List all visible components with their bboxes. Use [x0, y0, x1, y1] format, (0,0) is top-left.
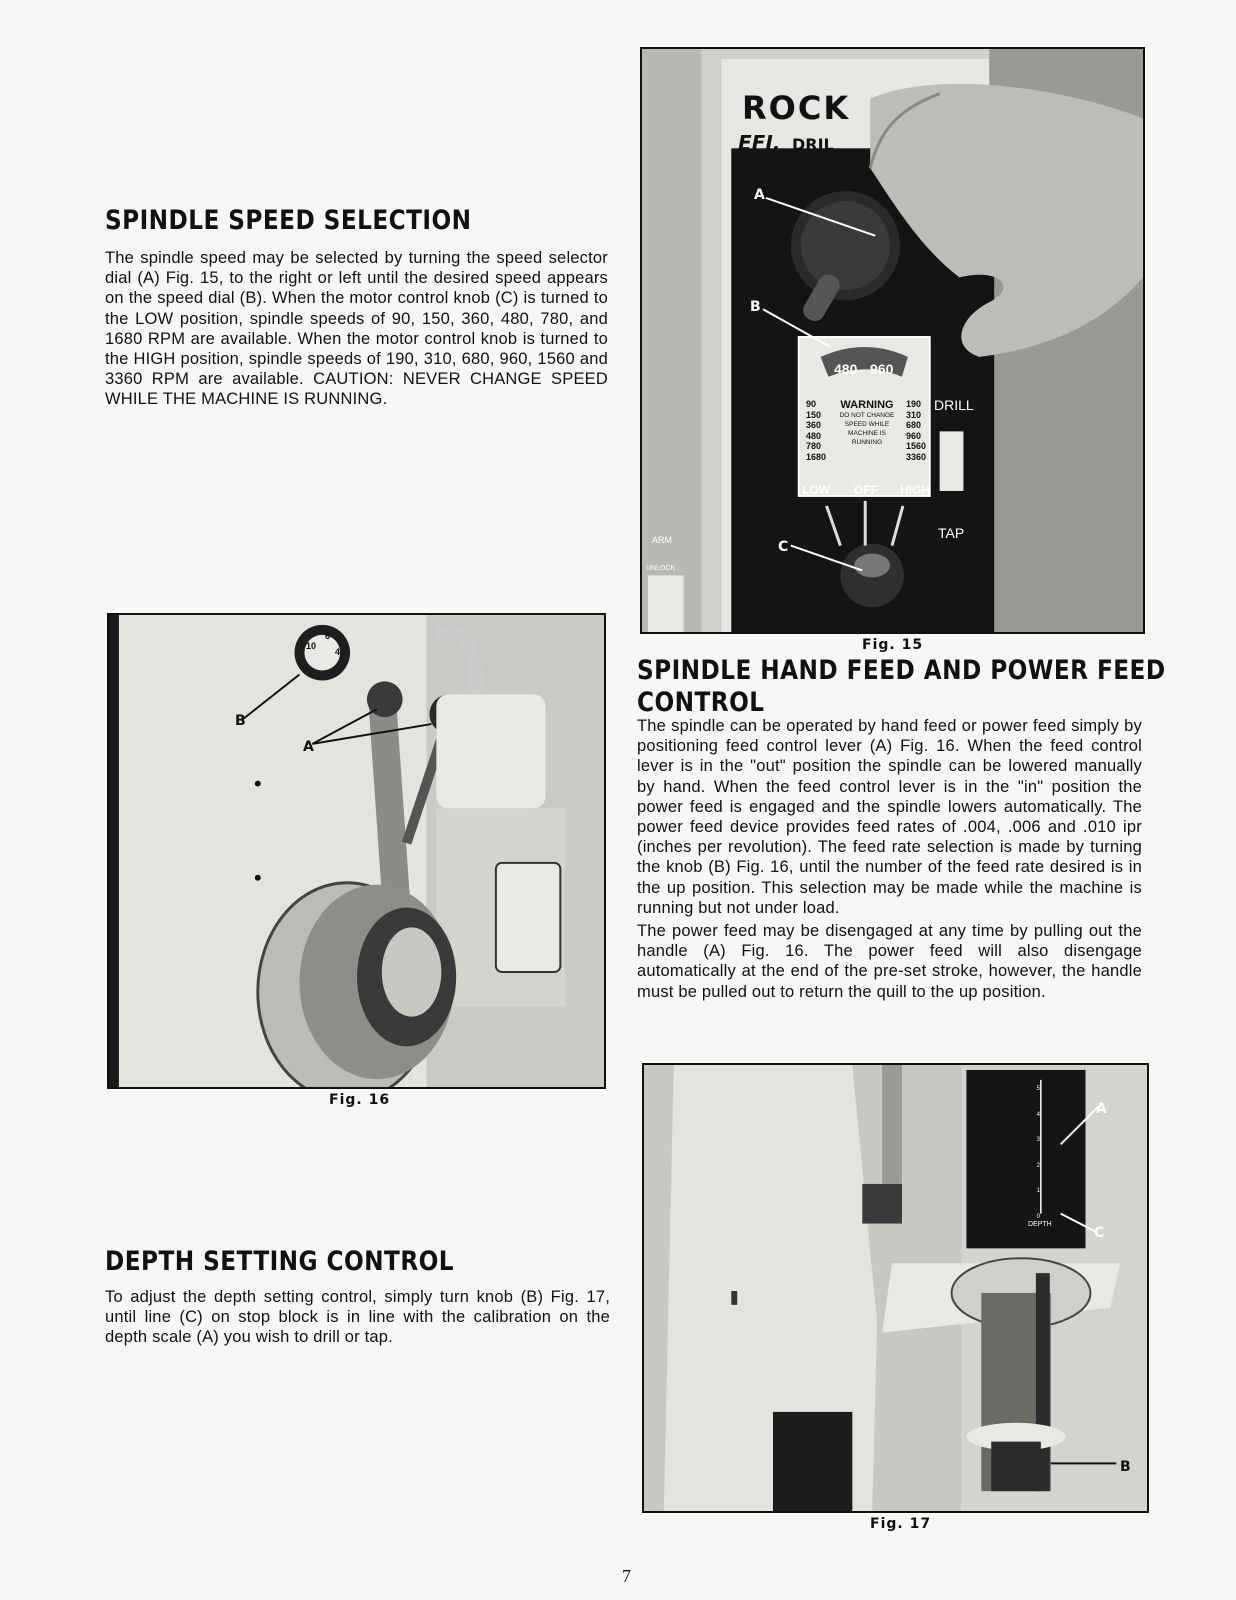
fig15-brand-logo: EFI.	[738, 131, 781, 155]
fig17-depth-label: DEPTH	[1028, 1221, 1052, 1228]
section-body-speed	[105, 248, 608, 413]
fig17-callout-b: B	[1120, 1459, 1131, 1475]
fig15-drill-label: DRILL	[934, 397, 974, 413]
section-body-feed	[637, 716, 1142, 1005]
fig16-knob-number-4: 4	[335, 647, 341, 657]
fig16-knob-number-6: 6	[325, 631, 331, 641]
fig15-switch-off: OFF	[854, 483, 878, 497]
fig15-brand-text: ROCK	[742, 89, 851, 127]
fig15-dial-value-low: 480	[834, 361, 858, 377]
figure-15-caption: Fig. 15	[862, 637, 924, 653]
fig15-switch-high: HIGH	[900, 483, 930, 497]
figure-16-caption: Fig. 16	[329, 1092, 391, 1108]
figure-16-photo	[107, 613, 606, 1089]
fig15-callout-a: A	[754, 187, 765, 203]
section-title-depth: DEPTH SETTING CONTROL	[105, 1246, 455, 1277]
paragraph: To adjust the depth setting control, simply turn knob (B) Fig. 17, until line (C) on stop block is in line with the calibration on the depth scale (A) you wish to drill or tap.	[105, 1288, 610, 1347]
figure-17-caption: Fig. 17	[870, 1516, 932, 1532]
fig17-depth-scale: 5 4 3 2 1 0	[1036, 1086, 1040, 1220]
figure-15-photo	[640, 47, 1145, 634]
fig15-low-speed-list: 90 150 360 480 780 1680	[806, 399, 827, 462]
paragraph: The spindle speed may be selected by turning the speed selector dial (A) Fig. 15, to the right or left until the desired speed appears on the speed dial (B). When the motor control knob (C) is turned to the LOW position, spindle speeds of 90, 150, 360, 480, 780, and 1680 RPM are available. When the motor control knob is turned to the HIGH position, spindle speeds of 190, 310, 680, 960, 1560 and 3360 RPM are available. CAUTION: NEVER CHANGE SPEED WHILE THE MACHINE IS RUNNING.	[105, 249, 608, 409]
section-body-depth	[105, 1287, 610, 1351]
fig15-switch-low: LOW	[802, 483, 830, 497]
section-title-feed-line2: CONTROL	[637, 687, 765, 718]
fig15-warning-label: WARNING DO NOT CHANGE SPEED WHILE MACHINE IS RUNNING	[839, 399, 895, 446]
section-title-speed: SPINDLE SPEED SELECTION	[105, 205, 472, 236]
paragraph: The spindle can be operated by hand feed or power feed simply by positioning feed control lever (A) Fig. 16. When the feed control lever is in the "out" position the spindle can be lowered manually by hand. When the feed control lever is in the "in" position the power feed is engaged and the spindle lowers automatically. The power feed device provides feed rates of .004, .006 and .010 ipr (inches per revolution). The feed rate selection is made by turning the knob (B) Fig. 16, until the number of the feed rate desired is in the up position. This selection may be made while the machine is running but not under load.	[637, 717, 1142, 917]
fig17-callout-c: C	[1094, 1225, 1105, 1241]
fig15-arm-label: ARM	[652, 535, 672, 545]
fig15-brand-sub: DRIL	[792, 135, 834, 154]
fig15-tap-label: TAP	[938, 525, 965, 541]
fig15-callout-b: B	[750, 299, 761, 315]
page-number: 7	[622, 1566, 631, 1586]
fig15-dial-value-high: 960	[870, 361, 894, 377]
fig17-callout-a: A	[1096, 1101, 1107, 1117]
fig16-callout-a: A	[303, 739, 314, 755]
section-title-feed-line1: SPINDLE HAND FEED AND POWER FEED	[637, 655, 1166, 686]
fig15-callout-c: C	[778, 539, 789, 555]
paragraph: The power feed may be disengaged at any time by pulling out the handle (A) Fig. 16. The power feed will also disengage automatically at the end of the pre-set stroke, however, the handle must be pulled out to return the quill to the up position.	[637, 922, 1142, 1001]
fig16-callout-b: B	[235, 713, 246, 729]
fig15-high-speed-list: 190 310 680 960 1560 3360	[906, 399, 927, 462]
fig15-unlock-label: UNLOCK	[646, 565, 676, 572]
fig16-knob-number-10: 10	[306, 641, 317, 651]
figure-17-photo	[642, 1063, 1149, 1513]
